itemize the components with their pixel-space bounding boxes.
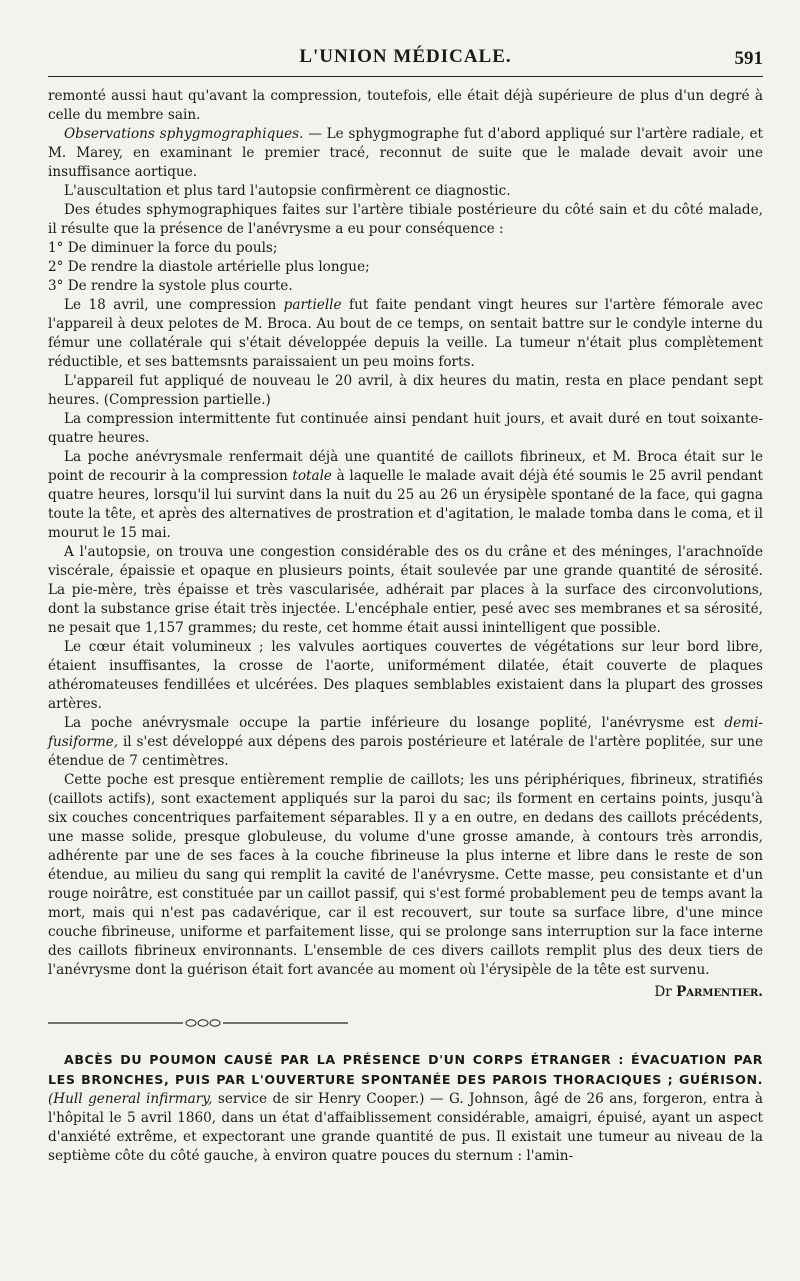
paragraph-after: il s'est développé aux dépens des parois postérieure et latérale de l'artère poplitée, sur une étendue de 7 centimètres.	[48, 734, 763, 769]
paragraph	[48, 448, 763, 543]
paragraph-lead: Observations sphygmographiques.	[64, 126, 304, 142]
running-title: L'UNION MÉDICALE.	[299, 46, 512, 67]
page	[48, 40, 763, 1166]
second-article-source: (Hull general infirmary,	[48, 1091, 213, 1107]
paragraph-italic: partielle	[283, 297, 342, 313]
paragraph	[48, 125, 763, 182]
signature-name: Parmentier.	[676, 984, 763, 1000]
second-article-title: ABCÈS DU POUMON CAUSÉ PAR LA PRÉSENCE D'UN CORPS ÉTRANGER : ÉVACUATION PAR LES BRONCHES, PUIS PAR L'OUVERTURE SPONTANÉE DES PAROIS THORACIQUES ; GUÉRISON.	[48, 1052, 763, 1087]
signature	[48, 984, 763, 1000]
paragraph-before: La poche anévrysmale renfermait déjà une quantité de caillots fibrineux, et M. Broca était sur le point de recourir à la compression	[48, 449, 763, 484]
paragraph: Le cœur était volumineux ; les valvules aortiques couvertes de végétations sur leur bord libre, étaient insuffisantes, la crosse de l'aorte, uniformément dilatée, était couverte de plaques athéromateuses fendillées et ulcérées. Des plaques semblables existaient dans la plupart des grosses artères.	[48, 639, 763, 712]
paragraph-italic: demi-fusiforme,	[48, 715, 763, 750]
paragraph-after: à laquelle le malade avait déjà été soumis le 25 avril pendant quatre heures, lorsqu'il lui survint dans la nuit du 25 au 26 un érysipèle spontané de la face, qui gagna toute la tête, et après des alternatives de prostration et d'agitation, le malade tomba dans le coma, et il mourut le 15 mai.	[48, 468, 763, 541]
paragraph: A l'autopsie, on trouva une congestion considérable des os du crâne et des méninges, l'arachnoïde viscérale, épaissie et opaque en plusieurs points, était soulevée par une grande quantité de sérosité. La pie-mère, très épaisse et très vascularisée, adhérait par places à la surface des circonvolutions, dont la substance grise était très injectée. L'encéphale entier, pesé avec ses membranes et sa sérosité, ne pesait que 1,157 grammes; du reste, cet homme était aussi inintelligent que possible.	[48, 544, 763, 636]
page-number: 591	[734, 48, 763, 69]
header-rule	[48, 76, 763, 77]
paragraph	[48, 296, 763, 372]
paragraph: 3° De rendre la systole plus courte.	[48, 278, 293, 294]
paragraph: remonté aussi haut qu'avant la compression, toutefois, elle était déjà supérieure de plus d'un degré à celle du membre sain.	[48, 88, 763, 123]
paragraph: L'appareil fut appliqué de nouveau le 20 avril, à dix heures du matin, resta en place pendant sept heures. (Compression partielle.)	[48, 373, 763, 408]
paragraph-after: fut faite pendant vingt heures sur l'artère fémorale avec l'appareil à deux pelotes de M. Broca. Au bout de ce temps, on sentait battre sur le condyle interne du fémur une collatérale qui s'était développée depuis la veille. La tumeur n'était plus complètement réductible, et ses battemsnts paraissaient un peu moins forts.	[48, 297, 764, 370]
second-article	[48, 1050, 763, 1166]
ornament-divider	[48, 1016, 348, 1030]
page-header	[48, 40, 763, 70]
paragraph: La compression intermittente fut continuée ainsi pendant huit jours, et avait duré en tout soixante-quatre heures.	[48, 411, 763, 446]
second-article-text: service de sir Henry Cooper.) — G. Johnson, âgé de 26 ans, forgeron, entra à l'hôpital le 5 avril 1860, dans un état d'affaiblissement considérable, amaigri, épuisé, ayant un aspect d'anxiété extrême, et expectorant une grande quantité de pus. Il existait une tumeur au niveau de la septième côte du côté gauche, à environ quatre pouces du sternum : l'amin-	[48, 1091, 763, 1164]
paragraph-before: Le 18 avril, une compression	[64, 297, 284, 313]
paragraph: 2° De rendre la diastole artérielle plus longue;	[48, 259, 370, 275]
article-body	[48, 87, 763, 980]
paragraph-italic: totale	[292, 468, 332, 484]
paragraph-before: La poche anévrysmale occupe la partie inférieure du losange poplité, l'anévrysme est	[64, 715, 725, 731]
paragraph: 1° De diminuer la force du pouls;	[48, 240, 278, 256]
paragraph: Cette poche est presque entièrement remplie de caillots; les uns périphériques, fibrineux, stratifiés (caillots actifs), sont exactement appliqués sur la paroi du sac; ils forment en certains points, jusqu'à six couches concentriques parfaitement séparables. Il y a en outre, en dedans des caillots précédents, une masse solide, presque globuleuse, du volume d'une grosse amande, à contours très arrondis, adhérente par une de ses faces à la couche fibrineuse la plus interne et libre dans le reste de son étendue, au milieu du sang qui remplit la cavité de l'anévrysme. Cette masse, peu consistante et d'un rouge noirâtre, est constituée par un caillot passif, qui s'est formé probablement peu de temps avant la mort, mais qui n'est pas cadavérique, car il est recouvert, sur toute sa surface libre, d'une mince couche fibrineuse, uniforme et parfaitement lisse, qui se prolonge sans interruption sur la face interne des caillots fibrineux environnants. L'ensemble de ces divers caillots remplit plus des deux tiers de l'anévrysme dont la guérison était fort avancée au moment où l'érysipèle de la tête est survenu.	[48, 772, 763, 978]
signature-prefix: Dr	[654, 984, 677, 1000]
paragraph-text: — Le sphygmographe fut d'abord appliqué sur l'artère radiale, et M. Marey, en examinant le premier tracé, reconnut de suite que le malade devait avoir une insuffisance aortique.	[48, 126, 763, 180]
paragraph	[48, 714, 763, 771]
paragraph: Des études sphymographiques faites sur l'artère tibiale postérieure du côté sain et du côté malade, il résulte que la présence de l'anévrysme a eu pour conséquence :	[48, 202, 763, 237]
paragraph: L'auscultation et plus tard l'autopsie confirmèrent ce diagnostic.	[64, 183, 511, 199]
